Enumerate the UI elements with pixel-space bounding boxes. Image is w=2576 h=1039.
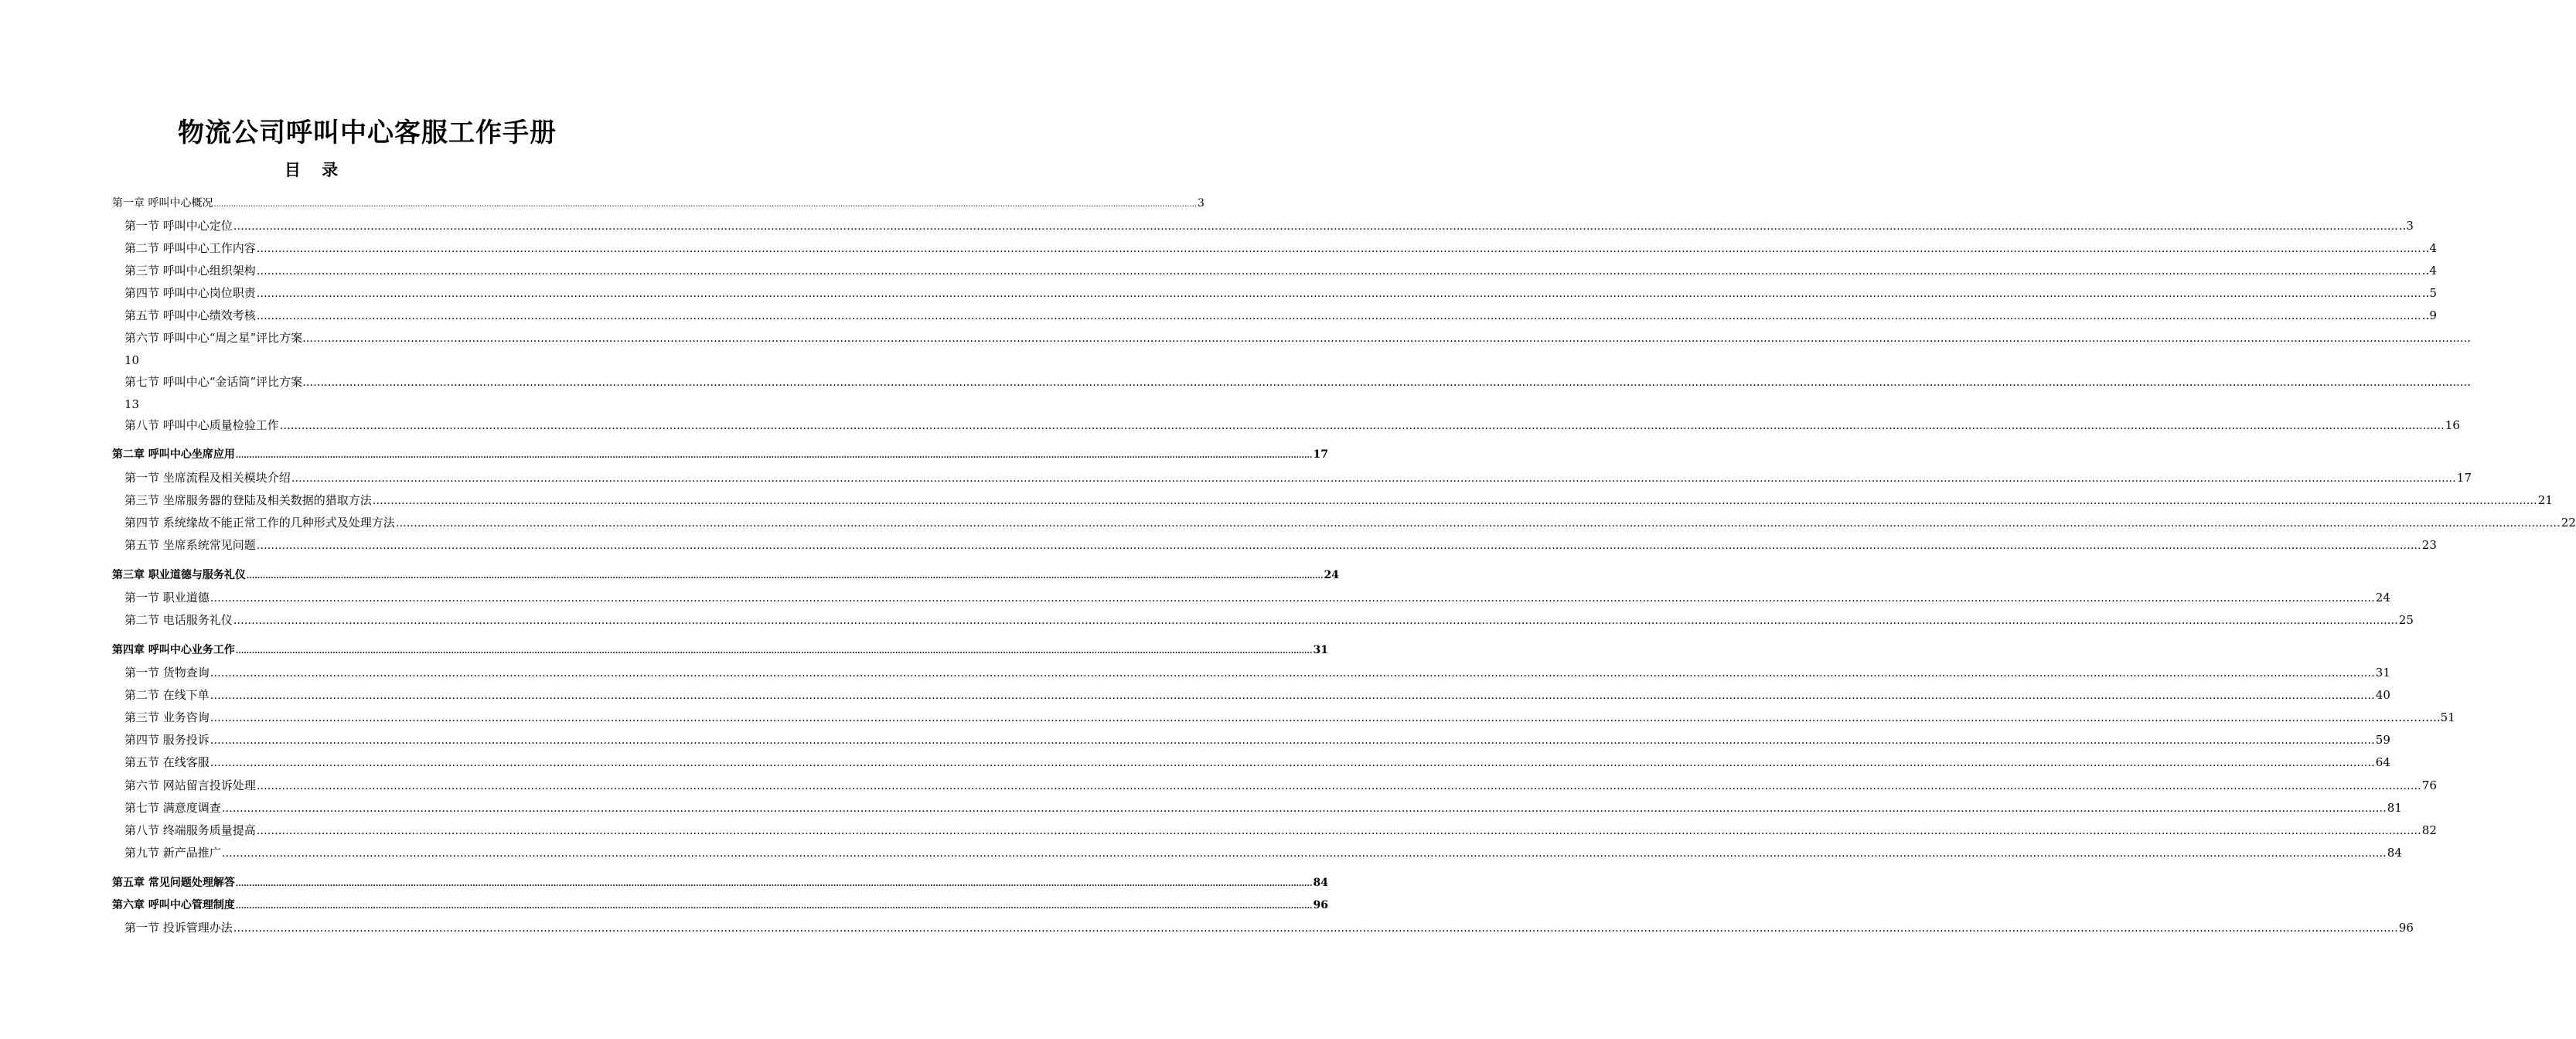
toc-leader-dots: ……………………………………………………………………………………………………………………………………………………………………………………………………………………………………………………………………………………………………………………………………………………………………………………………………………………………………………………………………………………………………………………………………………………	[279, 420, 2445, 432]
toc-entry-page: 81	[2387, 801, 2402, 815]
document-title: 物流公司呼叫中心客服工作手册	[178, 118, 557, 148]
toc-leader-dots: ……………………………………………………………………………………………………………………………………………………………………………………………………………………………………………………………………………………………………………………………………………………………………………………………………………………………………………………………………………………………………………………………………………………	[302, 376, 2468, 389]
toc-entry[interactable]	[124, 844, 2402, 861]
toc-entry-label: 第二节 电话服务礼仪	[124, 613, 233, 627]
toc-entry[interactable]	[124, 822, 2437, 839]
toc-entry-label: 第三章 职业道德与服务礼仪	[112, 569, 246, 581]
toc-leader-dots: ……………………………………………………………………………………………………………………………………………………………………………………………………………………………………………………………………………………………………………………………………………………………………………………………………………………………………………………………………………………………………………………………………………………	[210, 592, 2375, 605]
toc-entry[interactable]	[124, 611, 2414, 629]
toc-entry-page: 10	[124, 353, 140, 367]
toc-entry-page: 40	[2375, 688, 2390, 702]
toc-entry-page: 13	[124, 397, 140, 411]
toc-entry-page: ..4	[2421, 241, 2437, 255]
toc-entry-label: 第五节 呼叫中心绩效考核	[124, 308, 256, 322]
toc-entry[interactable]	[124, 514, 2576, 531]
toc-entry-label: 第五章 常见问题处理解答	[112, 877, 235, 889]
toc-entry-label: 第一章 呼叫中心概况	[112, 197, 213, 210]
toc-entry[interactable]	[124, 469, 2472, 486]
toc-entry-page: 59	[2375, 733, 2390, 747]
toc-entry-page: 25	[2398, 613, 2414, 627]
toc-chapter[interactable]	[112, 642, 1328, 659]
toc-entry[interactable]	[124, 240, 2437, 257]
toc-leader-dots: ……………………………………………………………………………………………………………………………………………………………………………………………………………………………………………………………………………………………………………………………………………………………………………………………………………………………………………………………………………………………………………………………………………………	[221, 847, 2387, 860]
toc-entry[interactable]	[124, 492, 2553, 509]
toc-leader-dots: ……………………………………………………………………………………………………………………………………………………………………………………………………………………………………………………………………………………………………………………………………………………………………………………………………………………………………………………………………………………………………………………………………………………	[291, 472, 2456, 485]
toc-entry-label: 第四节 呼叫中心岗位职责	[124, 286, 256, 300]
toc-entry-label: 第四章 呼叫中心业务工作	[112, 644, 235, 656]
toc-leader-dots: ................................................................................................................................................................................................................................................................................................................................................................................................................	[235, 647, 1313, 656]
toc-entry[interactable]	[124, 537, 2437, 554]
toc-leader-dots: ……………………………………………………………………………………………………………………………………………………………………………………………………………………………………………………………………………………………………………………………………………………………………………………………………………………………………………………………………………………………………………………………………………………	[210, 667, 2375, 680]
toc-entry-label: 第八节 呼叫中心质量检验工作	[124, 418, 279, 432]
toc-entry-page: 24	[1324, 569, 1339, 581]
toc-entry-page-fragment: .	[2467, 331, 2471, 345]
toc-entry[interactable]	[124, 686, 2390, 703]
toc-entry-label: 第五节 在线客服	[124, 755, 210, 769]
toc-leader-dots: ................................................................................................................................................................................................................................................................................................................................................................................................................	[213, 200, 1197, 209]
toc-entry[interactable]	[124, 664, 2390, 681]
toc-leader-dots: ……………………………………………………………………………………………………………………………………………………………………………………………………………………………………………………………………………………………………………………………………………………………………………………………………………………………………………………………………………………………………………………………………………………	[233, 615, 2398, 627]
toc-leader-dots: ……………………………………………………………………………………………………………………………………………………………………………………………………………………………………………………………………………………………………………………………………………………………………………………………………………………………………………………………………………………………………………………………………………………	[395, 517, 2561, 530]
toc-entry-page: 31	[1313, 644, 1328, 656]
toc-leader-dots: ……………………………………………………………………………………………………………………………………………………………………………………………………………………………………………………………………………………………………………………………………………………………………………………………………………………………………………………………………………………………………………………………………………………	[256, 288, 2421, 300]
toc-entry-label: 第四节 系统缘故不能正常工作的几种形式及处理方法	[124, 516, 395, 530]
toc-entry[interactable]	[124, 919, 2414, 936]
toc-entry[interactable]	[124, 217, 2414, 234]
toc-entry-page: 96	[2398, 921, 2414, 935]
toc-entry-page: 24	[2375, 591, 2390, 605]
toc-entry[interactable]	[124, 417, 2460, 434]
toc-entry[interactable]	[124, 307, 2437, 324]
toc-entry[interactable]	[124, 777, 2437, 794]
toc-entry-label: 第二节 呼叫中心工作内容	[124, 241, 256, 255]
toc-leader-dots: ……………………………………………………………………………………………………………………………………………………………………………………………………………………………………………………………………………………………………………………………………………………………………………………………………………………………………………………………………………………………………………………………………………………	[256, 540, 2421, 552]
toc-leader-dots: ……………………………………………………………………………………………………………………………………………………………………………………………………………………………………………………………………………………………………………………………………………………………………………………………………………………………………………………………………………………………………………………………………………………	[210, 734, 2375, 747]
toc-entry-page: 96	[1313, 899, 1328, 911]
toc-leader-dots: ……………………………………………………………………………………………………………………………………………………………………………………………………………………………………………………………………………………………………………………………………………………………………………………………………………………………………………………………………………………………………………………………………………………	[372, 495, 2537, 507]
toc-entry-label: 第一节 呼叫中心定位	[124, 219, 233, 233]
toc-leader-dots: ……………………………………………………………………………………………………………………………………………………………………………………………………………………………………………………………………………………………………………………………………………………………………………………………………………………………………………………………………………………………………………………………………………………	[256, 825, 2421, 837]
toc-leader-dots: ……………………………………………………………………………………………………………………………………………………………………………………………………………………………………………………………………………………………………………………………………………………………………………………………………………………………………………………………………………………………………………………………………………………	[256, 243, 2421, 255]
toc-entry-page: 84	[2387, 846, 2402, 860]
toc-entry-page: 17	[2456, 471, 2472, 485]
toc-entry-page: ..5	[2421, 286, 2437, 300]
toc-entry[interactable]	[124, 754, 2390, 771]
toc-entry-page: 21	[2537, 493, 2553, 507]
toc-leader-dots: ................................................................................................................................................................................................................................................................................................................................................................................................................	[235, 880, 1313, 888]
toc-entry-label: 第二节 在线下单	[124, 688, 210, 702]
toc-entry-page: 82	[2421, 823, 2437, 837]
toc-entry-page: 22	[2561, 516, 2576, 530]
toc-entry-page-fragment: .	[2467, 375, 2471, 389]
toc-leader-dots: ……………………………………………………………………………………………………………………………………………………………………………………………………………………………………………………………………………………………………………………………………………………………………………………………………………………………………………………………………………………………………………………………………………………	[256, 265, 2421, 278]
toc-entry-page: 23	[2421, 538, 2437, 552]
toc-leader-dots: ……………………………………………………………………………………………………………………………………………………………………………………………………………………………………………………………………………………………………………………………………………………………………………………………………………………………………………………………………………………………………………………………………………………	[210, 757, 2375, 769]
toc-leader-dots: ……………………………………………………………………………………………………………………………………………………………………………………………………………………………………………………………………………………………………………………………………………………………………………………………………………………………………………………………………………………………………………………………………………………	[256, 780, 2421, 792]
toc-entry[interactable]	[124, 799, 2402, 816]
toc-entry-label: 第三节 呼叫中心组织架构	[124, 264, 256, 278]
toc-leader-dots: ................................................................................................................................................................................................................................................................................................................................................................................................................	[246, 572, 1324, 581]
toc-chapter[interactable]	[112, 567, 1339, 584]
toc-entry-label: 第六章 呼叫中心管理制度	[112, 899, 235, 911]
toc-entry[interactable]	[124, 373, 2471, 390]
toc-entry[interactable]	[124, 709, 2455, 726]
toc-entry-page: ..3	[2398, 219, 2414, 233]
toc-leader-dots: ……………………………………………………………………………………………………………………………………………………………………………………………………………………………………………………………………………………………………………………………………………………………………………………………………………………………………………………………………………………………………………………………………………………	[221, 802, 2387, 815]
toc-leader-dots: ……………………………………………………………………………………………………………………………………………………………………………………………………………………………………………………………………………………………………………………………………………………………………………………………………………………………………………………………………………………………………………………………………………………	[256, 310, 2421, 322]
toc-entry[interactable]	[124, 262, 2437, 279]
toc-entry-label: 第三节 业务咨询	[124, 710, 210, 724]
toc-entry-page: 84	[1313, 877, 1328, 889]
toc-heading: 目 录	[284, 160, 346, 179]
toc-leader-dots: ................................................................................................................................................................................................................................................................................................................................................................................................................	[235, 451, 1313, 460]
toc-entry-page: ..4	[2421, 264, 2437, 278]
toc-entry[interactable]	[124, 329, 2471, 346]
toc-entry-label: 第六节 网站留言投诉处理	[124, 778, 256, 792]
toc-entry-page: 64	[2375, 755, 2390, 769]
toc-entry[interactable]	[124, 731, 2390, 748]
toc-entry-label: 第八节 终端服务质量提高	[124, 823, 256, 837]
toc-entry-page: 16	[2445, 418, 2460, 432]
toc-entry-label: 第四节 服务投诉	[124, 733, 210, 747]
toc-entry-label: 第七节 呼叫中心“金话筒”评比方案	[124, 375, 303, 389]
toc-entry-label: 第一节 坐席流程及相关模块介绍	[124, 471, 291, 485]
toc-entry-page: 31	[2375, 666, 2390, 680]
toc-leader-dots: ……………………………………………………………………………………………………………………………………………………………………………………………………………………………………………………………………………………………………………………………………………………………………………………………………………………………………………………………………………………………………………………………………………………	[210, 712, 2375, 724]
toc-entry-label: 第五节 坐席系统常见问题	[124, 538, 256, 552]
toc-entry-label: 第二章 呼叫中心坐席应用	[112, 448, 235, 461]
toc-chapter[interactable]	[112, 446, 1328, 463]
toc-chapter[interactable]	[112, 874, 1328, 891]
toc-entry-label: 第一节 职业道德	[124, 591, 210, 605]
toc-entry-page: 76	[2421, 778, 2437, 792]
toc-leader-dots: ……………………………………………………………………………………………………………………………………………………………………………………………………………………………………………………………………………………………………………………………………………………………………………………………………………………………………………………………………………………………………………………………………………………	[233, 922, 2398, 935]
toc-entry-page: 3	[1197, 197, 1205, 210]
toc-leader-dots: ................................................................................................................................................................................................................................................................................................................................................................................................................	[235, 902, 1313, 911]
toc-entry-page: ..9	[2421, 308, 2437, 322]
toc-entry[interactable]	[124, 589, 2390, 606]
toc-chapter[interactable]	[112, 195, 1205, 212]
toc-leader-dots: ……………………………………………………………………………………………………………………………………………………………………………………………………………………………………………………………………………………………………………………………………………………………………………………………………………………………………………………………………………………………………………………………………………………	[233, 220, 2398, 233]
toc-entry-label: 第一节 货物查询	[124, 666, 210, 680]
toc-entry-label: 第三节 坐席服务器的登陆及相关数据的猎取方法	[124, 493, 372, 507]
toc-chapter[interactable]	[112, 897, 1328, 914]
toc-entry-label: 第一节 投诉管理办法	[124, 921, 233, 935]
toc-entry-label: 第六节 呼叫中心“周之星”评比方案	[124, 331, 303, 345]
toc-entry[interactable]	[124, 284, 2437, 301]
toc-entry-page: 17	[1313, 448, 1328, 461]
toc-entry-label: 第七节 满意度调查	[124, 801, 221, 815]
toc-leader-dots: ……………………………………………………………………………………………………………………………………………………………………………………………………………………………………………………………………………………………………………………………………………………………………………………………………………………………………………………………………………………………………………………………………………………	[210, 690, 2375, 702]
toc-leader-dots: ……………………………………………………………………………………………………………………………………………………………………………………………………………………………………………………………………………………………………………………………………………………………………………………………………………………………………………………………………………………………………………………………………………………	[302, 332, 2468, 345]
toc-entry-label: 第九节 新产品推广	[124, 846, 221, 860]
toc-entry-page: ...…………..51	[2375, 710, 2455, 724]
